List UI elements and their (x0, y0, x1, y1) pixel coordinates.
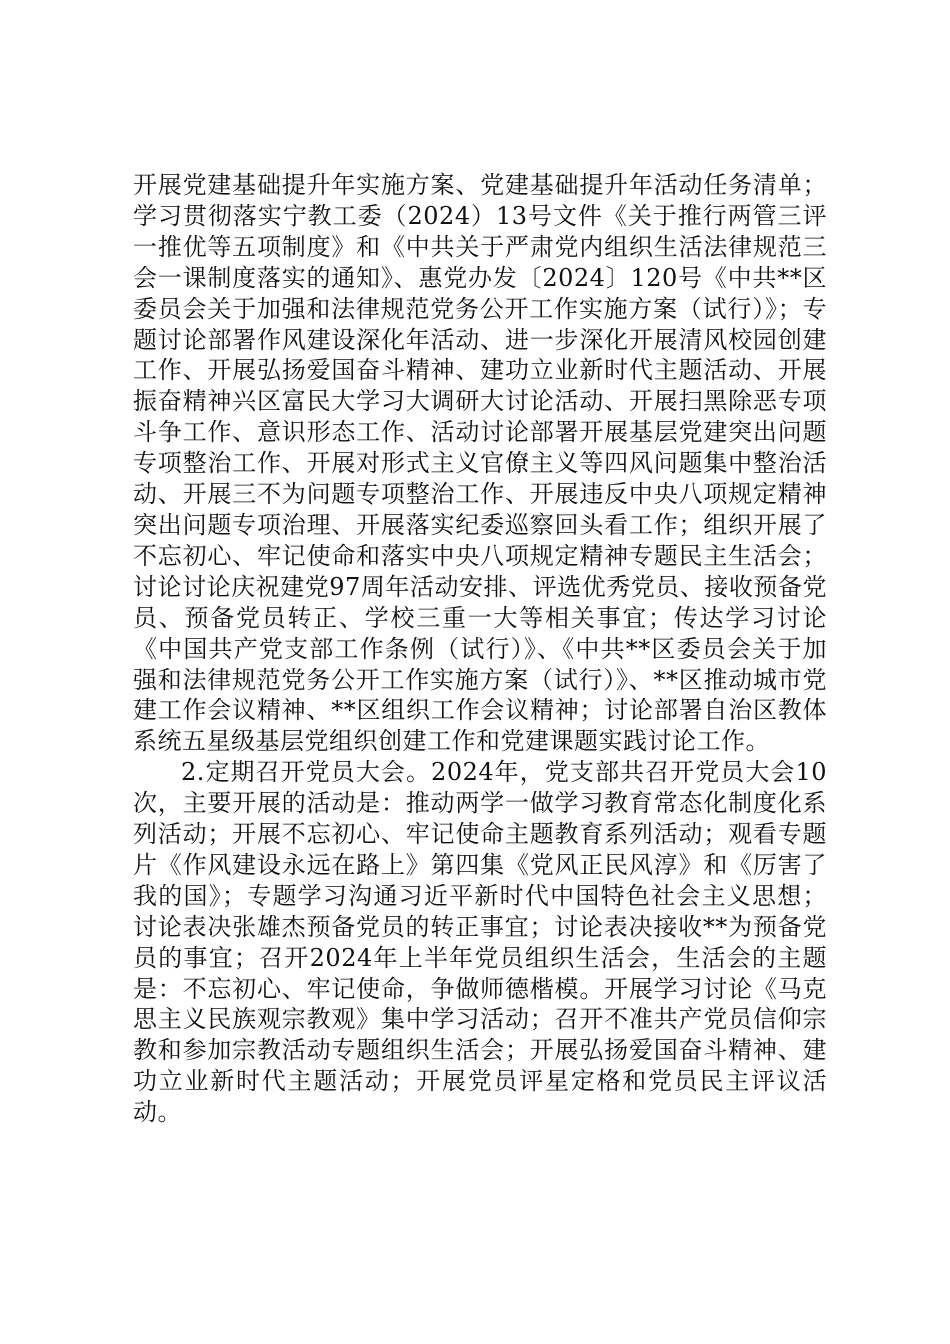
paragraph-party-member-meetings: 2.定期召开党员大会。2024年，党支部共召开党员大会10次，主要开展的活动是：推动两学一做学习教育常态化制度化系列活动；开展不忘初心、牢记使命主题教育系列活动；观看专题片《作风建设永远在路上》第四集《党风正民风淳》和《厉害了我的国》；专题学习沟通习近平新时代中国特色社会主义思想；讨论表决张雄杰预备党员的转正事宜；讨论表决接收**为预备党员的事宜；召开2024年上半年党员组织生活会，生活会的主题是：不忘初心、牢记使命，争做师德楷模。开展学习讨论《马克思主义民族观宗教观》集中学习活动；召开不准共产党员信仰宗教和参加宗教活动专题组织生活会；开展弘扬爱国奋斗精神、建功立业新时代主题活动；开展党员评星定格和党员民主评议活动。 (133, 758, 827, 1127)
document-body (133, 170, 827, 1128)
paragraph-party-building-activities: 开展党建基础提升年实施方案、党建基础提升年活动任务清单；学习贯彻落实宁教工委（2024）13号文件《关于推行两管三评一推优等五项制度》和《中共关于严肃党内组织生活法律规范三会一课制度落实的通知》、惠党办发〔2024〕120号《中共**区委员会关于加强和法律规范党务公开工作实施方案（试行）》；专题讨论部署作风建设深化年活动、进一步深化开展清风校园创建工作、开展弘扬爱国奋斗精神、建功立业新时代主题活动、开展振奋精神兴区富民大学习大调研大讨论活动、开展扫黑除恶专项斗争工作、意识形态工作、活动讨论部署开展基层党建突出问题专项整治工作、开展对形式主义官僚主义等四风问题集中整治活动、开展三不为问题专项整治工作、开展违反中央八项规定精神突出问题专项治理、开展落实纪委巡察回头看工作；组织开展了不忘初心、牢记使命和落实中央八项规定精神专题民主生活会；讨论讨论庆祝建党97周年活动安排、评选优秀党员、接收预备党员、预备党员转正、学校三重一大等相关事宜；传达学习讨论《中国共产党支部工作条例（试行）》、《中共**区委员会关于加强和法律规范党务公开工作实施方案（试行）》、**区推动城市党建工作会议精神、**区组织工作会议精神；讨论部署自治区教体系统五星级基层党组织创建工作和党建课题实践讨论工作。 (133, 171, 827, 756)
